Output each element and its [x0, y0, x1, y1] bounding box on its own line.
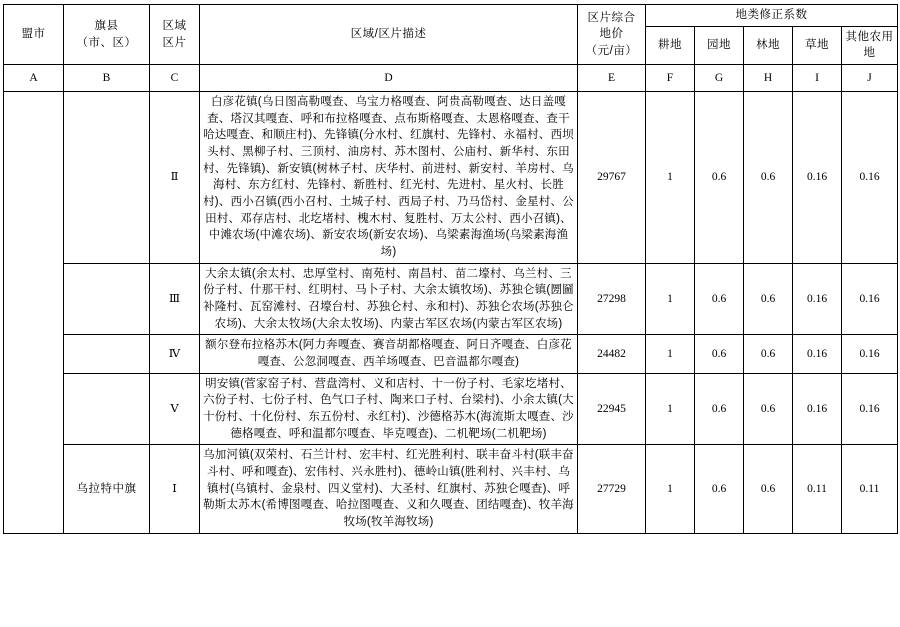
cell-city	[4, 92, 64, 534]
code-cell-d: D	[200, 65, 578, 92]
header-coefficient-group: 地类修正系数	[646, 5, 898, 27]
table-row	[4, 335, 898, 373]
cell-coef-garden: 0.6	[695, 373, 744, 445]
code-cell-h: H	[744, 65, 793, 92]
cell-coef-garden: 0.6	[695, 335, 744, 373]
cell-county	[64, 373, 150, 445]
header-coef-garden: 园地	[695, 26, 744, 64]
cell-coef-forest: 0.6	[744, 263, 793, 335]
land-price-table	[3, 4, 898, 534]
cell-coef-forest: 0.6	[744, 373, 793, 445]
table-row	[4, 373, 898, 445]
code-cell-g: G	[695, 65, 744, 92]
cell-price: 24482	[578, 335, 646, 373]
cell-coef-other: 0.16	[842, 92, 898, 264]
cell-county	[64, 92, 150, 264]
code-cell-e: E	[578, 65, 646, 92]
cell-coef-garden: 0.6	[695, 263, 744, 335]
cell-coef-cultivated: 1	[646, 373, 695, 445]
header-coef-grass: 草地	[793, 26, 842, 64]
header-coef-forest: 林地	[744, 26, 793, 64]
cell-coef-other: 0.11	[842, 445, 898, 533]
code-cell-f: F	[646, 65, 695, 92]
cell-coef-cultivated: 1	[646, 445, 695, 533]
cell-coef-garden: 0.6	[695, 445, 744, 533]
cell-coef-cultivated: 1	[646, 263, 695, 335]
cell-description: 大余太镇(余太村、忠厚堂村、南苑村、南昌村、苗二壕村、乌兰村、三份子村、什那干村、红明村、马卜子村、大余太镇牧场)、苏独仑镇(圐圙补隆村、瓦窑滩村、召壕台村、苏独仑村、永和村)、苏独仑农场(苏独仑农场)、大余太牧场(大余太牧场)、内蒙古军区农场(内蒙古军区农场)	[200, 263, 578, 335]
cell-coef-cultivated: 1	[646, 335, 695, 373]
header-col-c	[150, 5, 200, 65]
cell-county	[64, 263, 150, 335]
header-col-c-line1: 区域	[162, 19, 187, 32]
cell-zone: Ⅴ	[150, 373, 200, 445]
cell-zone: Ⅲ	[150, 263, 200, 335]
cell-county	[64, 335, 150, 373]
cell-coef-forest: 0.6	[744, 92, 793, 264]
header-col-d: 区域/区片描述	[200, 5, 578, 65]
header-col-e-line2: 地价	[599, 28, 624, 41]
header-coef-other: 其他农用地	[842, 26, 898, 64]
header-col-b	[64, 5, 150, 65]
cell-price: 22945	[578, 373, 646, 445]
cell-description: 乌加河镇(双荣村、石兰计村、宏丰村、红光胜利村、联丰奋斗村(联丰奋斗村、呼和嘎查)、宏伟村、兴永胜村)、德岭山镇(胜利村、兴丰村、乌镇村(乌镇村、金泉村、四义堂村)、大圣村、红旗村、苏独仑嘎查)、呼勒斯太苏木(希博图嘎查、哈拉图嘎查、义和久嘎查、团结嘎查)、牧羊海牧场(牧羊海牧场)	[200, 445, 578, 533]
header-col-b-line2: （市、区）	[76, 36, 137, 49]
cell-zone: Ⅱ	[150, 92, 200, 264]
cell-coef-grass: 0.16	[793, 263, 842, 335]
table-row	[4, 92, 898, 264]
cell-coef-grass: 0.16	[793, 92, 842, 264]
cell-coef-forest: 0.6	[744, 335, 793, 373]
cell-description: 额尔登布拉格苏木(阿力奔嘎查、赛音胡都格嘎查、阿日齐嘎查、白彦花嘎查、公忽洞嘎查、西羊场嘎查、巴音温都尔嘎查)	[200, 335, 578, 373]
cell-price: 29767	[578, 92, 646, 264]
header-col-e-line3: （元/亩）	[585, 44, 638, 57]
header-col-a: 盟市	[4, 5, 64, 65]
cell-price: 27729	[578, 445, 646, 533]
header-col-e	[578, 5, 646, 65]
code-cell-c: C	[150, 65, 200, 92]
header-col-c-line2: 区片	[162, 36, 187, 49]
cell-price: 27298	[578, 263, 646, 335]
table-row	[4, 263, 898, 335]
cell-coef-other: 0.16	[842, 263, 898, 335]
code-cell-i: I	[793, 65, 842, 92]
table-header-row-1	[4, 5, 898, 27]
table-row	[4, 445, 898, 533]
table-code-row	[4, 65, 898, 92]
cell-coef-garden: 0.6	[695, 92, 744, 264]
cell-coef-forest: 0.6	[744, 445, 793, 533]
header-coef-cultivated: 耕地	[646, 26, 695, 64]
header-col-b-line1: 旗县	[94, 19, 119, 32]
code-cell-j: J	[842, 65, 898, 92]
cell-coef-cultivated: 1	[646, 92, 695, 264]
cell-description: 白彦花镇(乌日图高勒嘎查、乌宝力格嘎查、阿贵高勒嘎查、达日盖嘎查、塔汉其嘎查、呼和布拉格嘎查、点布斯格嘎查、太恩格嘎查、查干哈达嘎查、和顺庄村)、先锋镇(分水村、红旗村、先锋村、永福村、西坝头村、黑柳子村、三顶村、油房村、苏木图村、公庙村、新华村、东田村、先锋镇)、新安镇(树林子村、庆华村、前进村、新安村、羊房村、乌海村、东方红村、先锋村、新胜村、红光村、先进村、星火村、长胜村)、西小召镇(西小召村、土城子村、西局子村、乃马岱村、金星村、公田村、邓存店村、北圪堵村、槐木村、复胜村、万太公村、西小召镇)、中滩农场(中滩农场)、新安农场(新安农场)、乌梁素海渔场(乌梁素海渔场)	[200, 92, 578, 264]
cell-coef-grass: 0.11	[793, 445, 842, 533]
cell-zone: Ⅰ	[150, 445, 200, 533]
code-cell-b: B	[64, 65, 150, 92]
cell-coef-other: 0.16	[842, 335, 898, 373]
header-col-e-line1: 区片综合	[587, 11, 636, 24]
cell-zone: Ⅳ	[150, 335, 200, 373]
cell-county: 乌拉特中旗	[64, 445, 150, 533]
cell-coef-other: 0.16	[842, 373, 898, 445]
cell-coef-grass: 0.16	[793, 373, 842, 445]
cell-description: 明安镇(菅家窑子村、营盘湾村、义和店村、十一份子村、毛家圪堵村、六份子村、七份子村、色气口子村、陶来口子村、台梁村)、小余太镇(大十份村、十化份村、东五份村、永红村)、沙德格苏木(海流斯太嘎查、沙德格嘎查、呼和温都尔嘎查、毕克嘎查)、二机靶场(二机靶场)	[200, 373, 578, 445]
code-cell-a: A	[4, 65, 64, 92]
cell-coef-grass: 0.16	[793, 335, 842, 373]
